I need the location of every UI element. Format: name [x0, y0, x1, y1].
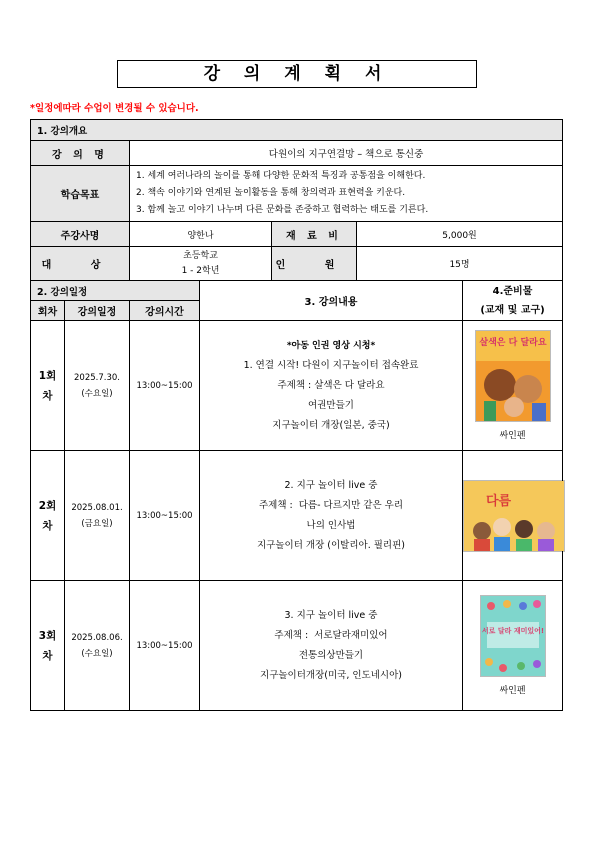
- content-line: *아동 인권 영상 시청*: [286, 340, 376, 351]
- session-date: [65, 321, 130, 451]
- section2-header: 2. 강의일정: [31, 281, 200, 301]
- goal-item: 3. 함께 놀고 이야기 나누며 다른 문화를 존중하고 협력하는 태도를 기른다.: [136, 205, 429, 215]
- goals-label: 학습목표: [31, 166, 130, 222]
- content-line: 전통의상만들기: [298, 649, 364, 661]
- session-time: 13:00~15:00: [130, 321, 200, 451]
- session-date-line: 2025.7.30.: [74, 372, 120, 383]
- book-cover-title: 살색은 다 달라요: [478, 338, 547, 348]
- session-materials: [463, 581, 563, 711]
- section1-header: 1. 강의개요: [31, 120, 563, 141]
- session-date-line: 2025.08.06.: [71, 632, 123, 643]
- course-name-label: 강 의 명: [31, 141, 130, 166]
- session-date-line: (금요일): [81, 518, 113, 529]
- goals-list: [130, 166, 563, 222]
- session-row-1: [31, 321, 563, 451]
- session-date-line: 2025.08.01.: [71, 502, 123, 513]
- content-line: 지구놀이터 개장(일본, 중국): [272, 419, 390, 431]
- session-row-3: [31, 581, 563, 711]
- goal-item: 2. 책속 이야기와 연계된 놀이활동을 통해 창의력과 표현력을 키운다.: [136, 188, 406, 198]
- document-title: 강 의 계 획 서: [117, 60, 477, 88]
- target-label: 대 상: [31, 247, 130, 281]
- session-number-line: 차: [42, 519, 53, 532]
- book-cover-fun-differences: [480, 595, 546, 677]
- session-date: [65, 451, 130, 581]
- session-content: [200, 451, 463, 581]
- session-date-line: (수요일): [81, 388, 113, 399]
- session-time: 13:00~15:00: [130, 581, 200, 711]
- materials-header-line: (교재 및 교구): [480, 304, 545, 316]
- session-number-line: 3회: [38, 629, 57, 642]
- schedule-change-notice: *일정에따라 수업이 변경될 수 있습니다.: [30, 103, 199, 114]
- instructor-label: 주강사명: [31, 222, 130, 247]
- session-number-line: 차: [42, 389, 53, 402]
- session-content: [200, 581, 463, 711]
- session-row-2: [31, 451, 563, 581]
- session-column-header: 회차: [31, 301, 65, 321]
- content-line: 주제책 : 살색은 다 달라요: [277, 379, 385, 391]
- content-line: 나의 인사법: [306, 519, 356, 531]
- session-number-line: 1회: [38, 369, 57, 382]
- content-line: 1. 연결 시작! 다원이 지구놀이터 접속완료: [243, 359, 419, 371]
- target-line: 1 - 2학년: [181, 265, 220, 276]
- content-line: 지구놀이터개장(미국, 인도네시아): [260, 669, 402, 681]
- session-date: [65, 581, 130, 711]
- section2-header-row: [31, 281, 563, 301]
- materials-caption: 싸인펜: [499, 431, 526, 441]
- session-number: [31, 581, 65, 711]
- materials-header-line: 4.준비물: [492, 285, 533, 297]
- session-date-line: (수요일): [81, 648, 113, 659]
- fee-value: 5,000원: [357, 222, 563, 247]
- course-name-row: [31, 141, 563, 166]
- materials-caption: 싸인펜: [499, 686, 526, 696]
- capacity-value: 15명: [357, 247, 563, 281]
- content-line: 2. 지구 놀이터 live 중: [284, 479, 378, 491]
- instructor-value: 양한나: [130, 222, 272, 247]
- capacity-label: 인 원: [272, 247, 357, 281]
- course-name-value: 다원이의 지구연결망 – 책으로 통신중: [130, 141, 563, 166]
- content-column-header: 3. 강의내용: [200, 281, 463, 321]
- content-line: 주제책 : 다름- 다르지만 같은 우리: [258, 499, 404, 511]
- session-number-line: 차: [42, 649, 53, 662]
- time-column-header: 강의시간: [130, 301, 200, 321]
- book-cover-title: 다름: [486, 493, 512, 509]
- target-value: [130, 247, 272, 281]
- content-line: 지구놀이터 개장 (이탈리아. 필리핀): [257, 539, 405, 551]
- content-line: 3. 지구 놀이터 live 중: [284, 609, 378, 621]
- section1-header-row: [31, 120, 563, 141]
- session-number: [31, 321, 65, 451]
- book-cover-difference: [463, 480, 565, 552]
- instructor-row: [31, 222, 563, 247]
- book-cover-skin-color: [475, 330, 551, 422]
- session-number: [31, 451, 65, 581]
- target-row: [31, 247, 563, 281]
- lecture-plan-table: [30, 119, 563, 711]
- goals-row: [31, 166, 563, 222]
- content-line: 주제책 : 서로달라재미있어: [274, 629, 388, 641]
- materials-column-header: [463, 281, 563, 321]
- session-materials: [463, 451, 563, 581]
- goal-item: 1. 세계 여러나라의 놀이를 통해 다양한 문화적 특징과 공통점을 이해한다.: [136, 171, 426, 181]
- content-line: 여권만들기: [308, 399, 354, 411]
- session-number-line: 2회: [38, 499, 57, 512]
- session-content: [200, 321, 463, 451]
- date-column-header: 강의일정: [65, 301, 130, 321]
- session-time: 13:00~15:00: [130, 451, 200, 581]
- target-line: 초등학교: [183, 250, 218, 261]
- book-cover-title: 서로 달라 재미있어!: [481, 627, 544, 635]
- session-materials: [463, 321, 563, 451]
- fee-label: 재 료 비: [272, 222, 357, 247]
